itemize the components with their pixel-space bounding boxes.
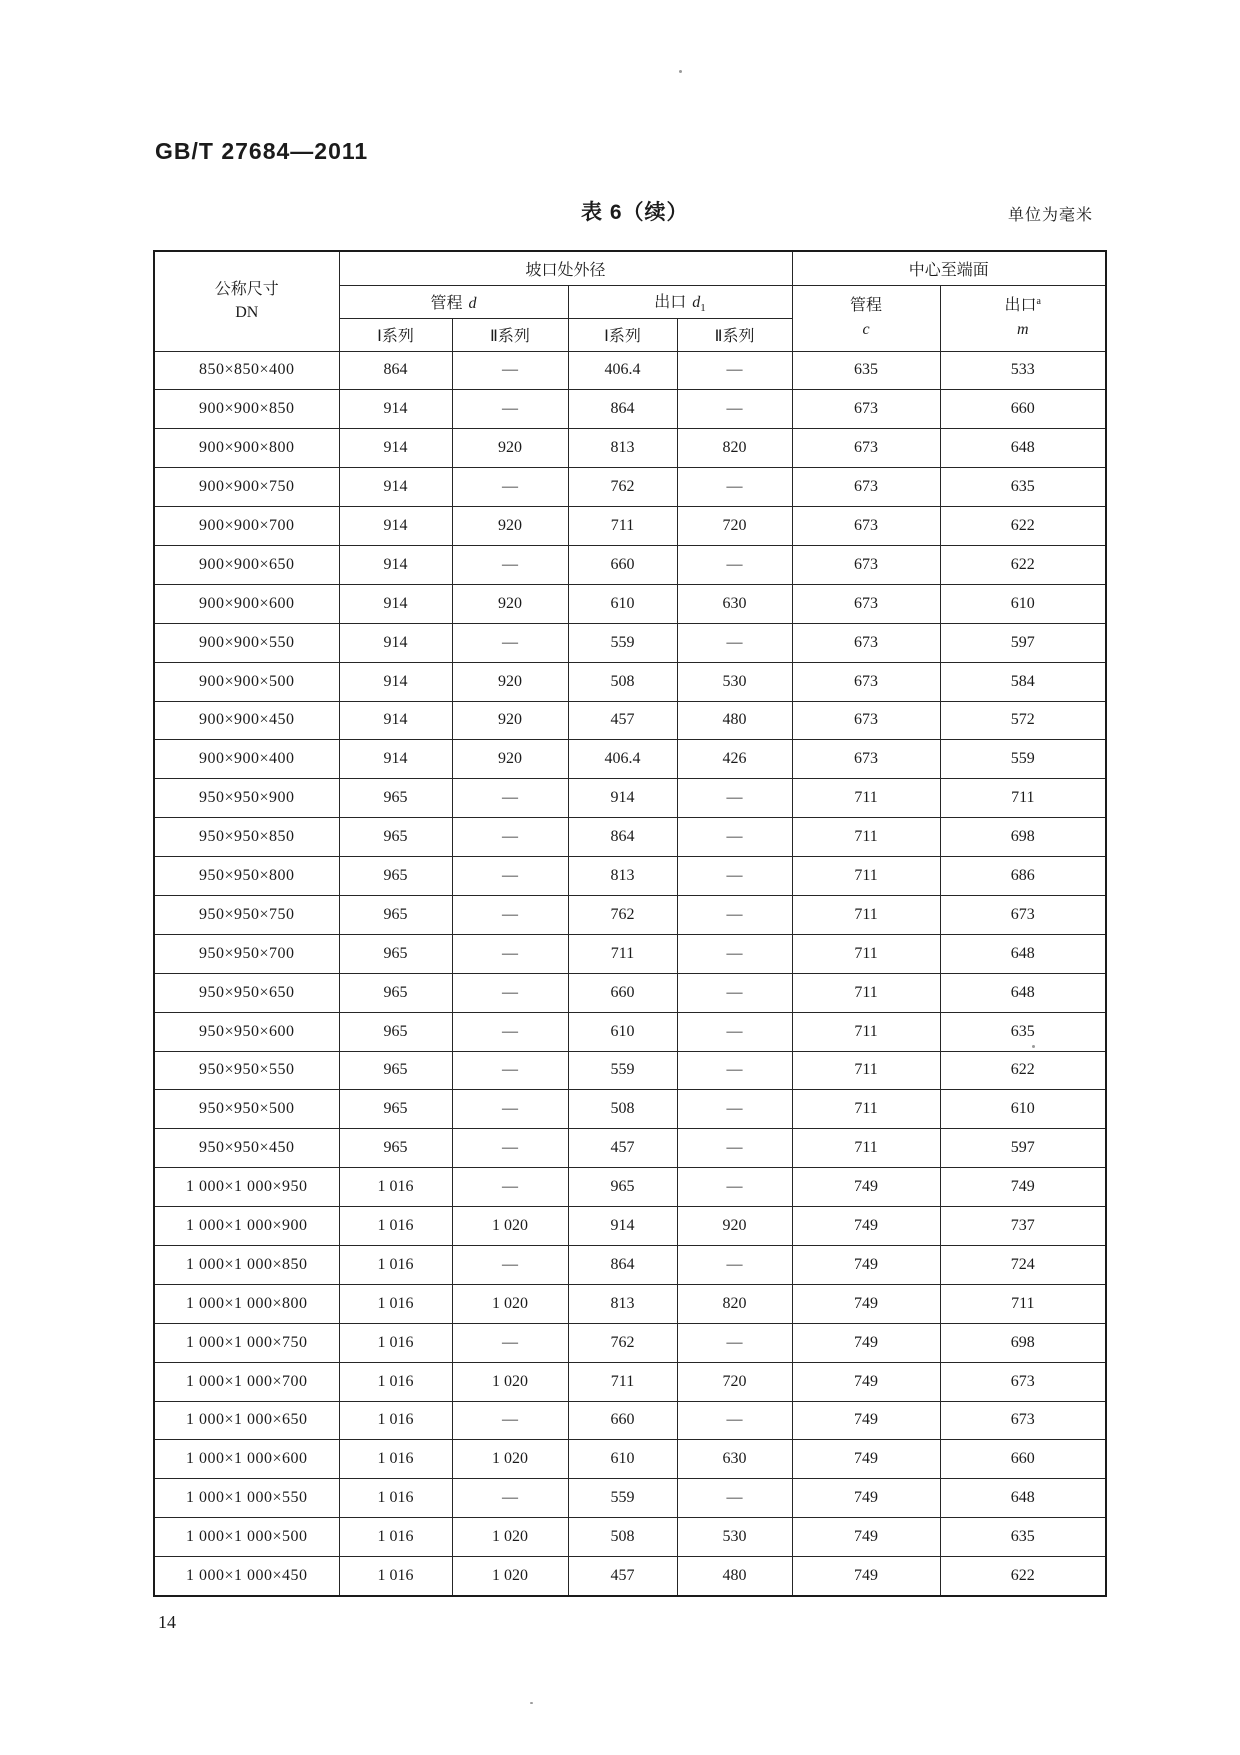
value-cell: 1 016 bbox=[339, 1479, 452, 1518]
value-cell: — bbox=[677, 1323, 792, 1362]
dn-cell: 900×900×700 bbox=[154, 507, 339, 546]
unit-note: 单位为毫米 bbox=[1008, 207, 1094, 224]
value-cell: — bbox=[677, 390, 792, 429]
value-cell: — bbox=[452, 1168, 568, 1207]
table-row bbox=[154, 1440, 1106, 1479]
value-cell: 711 bbox=[940, 1284, 1106, 1323]
value-cell: 1 016 bbox=[339, 1557, 452, 1596]
header-tube-series-2: Ⅱ系列 bbox=[452, 318, 568, 351]
value-cell: 749 bbox=[792, 1207, 940, 1246]
header-outlet-series-2: Ⅱ系列 bbox=[677, 318, 792, 351]
tube-d-label: 管程 bbox=[430, 295, 463, 312]
table-row bbox=[154, 468, 1106, 507]
dn-cell: 900×900×400 bbox=[154, 740, 339, 779]
value-cell: — bbox=[452, 1051, 568, 1090]
dn-cell: 900×900×550 bbox=[154, 623, 339, 662]
table-row bbox=[154, 895, 1106, 934]
value-cell: 673 bbox=[792, 584, 940, 623]
value-cell: 813 bbox=[568, 1284, 677, 1323]
value-cell: 1 016 bbox=[339, 1207, 452, 1246]
value-cell: — bbox=[677, 934, 792, 973]
value-cell: 965 bbox=[568, 1168, 677, 1207]
value-cell: 965 bbox=[339, 1012, 452, 1051]
value-cell: 559 bbox=[940, 740, 1106, 779]
header-center-tube bbox=[792, 285, 940, 351]
value-cell: 660 bbox=[940, 390, 1106, 429]
dn-cell: 950×950×700 bbox=[154, 934, 339, 973]
value-cell: 673 bbox=[940, 1362, 1106, 1401]
value-cell: — bbox=[452, 779, 568, 818]
value-cell: 749 bbox=[792, 1245, 940, 1284]
value-cell: 457 bbox=[568, 1129, 677, 1168]
value-cell: 610 bbox=[940, 1090, 1106, 1129]
dn-cell: 1 000×1 000×800 bbox=[154, 1284, 339, 1323]
value-cell: 711 bbox=[792, 1090, 940, 1129]
value-cell: 711 bbox=[940, 779, 1106, 818]
dn-cell: 1 000×1 000×750 bbox=[154, 1323, 339, 1362]
value-cell: — bbox=[452, 1401, 568, 1440]
value-cell: 749 bbox=[792, 1284, 940, 1323]
value-cell: 673 bbox=[792, 545, 940, 584]
table-row bbox=[154, 662, 1106, 701]
value-cell: 820 bbox=[677, 1284, 792, 1323]
table-row bbox=[154, 545, 1106, 584]
value-cell: 720 bbox=[677, 1362, 792, 1401]
dn-cell: 950×950×800 bbox=[154, 857, 339, 896]
value-cell: 762 bbox=[568, 1323, 677, 1362]
header-group-center-to-end: 中心至端面 bbox=[792, 251, 1106, 285]
value-cell: 406.4 bbox=[568, 740, 677, 779]
value-cell: 673 bbox=[792, 701, 940, 740]
value-cell: 711 bbox=[792, 779, 940, 818]
value-cell: 660 bbox=[568, 545, 677, 584]
value-cell: 914 bbox=[339, 623, 452, 662]
dn-cell: 950×950×450 bbox=[154, 1129, 339, 1168]
outlet-d1-subscript: 1 bbox=[700, 302, 706, 314]
value-cell: 749 bbox=[940, 1168, 1106, 1207]
value-cell: — bbox=[452, 818, 568, 857]
table-row bbox=[154, 1090, 1106, 1129]
value-cell: 698 bbox=[940, 818, 1106, 857]
value-cell: 660 bbox=[568, 1401, 677, 1440]
value-cell: 673 bbox=[792, 390, 940, 429]
value-cell: 720 bbox=[677, 507, 792, 546]
value-cell: 530 bbox=[677, 662, 792, 701]
header-tube-d bbox=[339, 285, 568, 318]
value-cell: — bbox=[677, 1245, 792, 1284]
value-cell: — bbox=[677, 1090, 792, 1129]
table-row bbox=[154, 1051, 1106, 1090]
value-cell: 965 bbox=[339, 1051, 452, 1090]
value-cell: 749 bbox=[792, 1168, 940, 1207]
value-cell: 965 bbox=[339, 779, 452, 818]
value-cell: — bbox=[452, 623, 568, 662]
value-cell: 711 bbox=[568, 507, 677, 546]
value-cell: 673 bbox=[792, 662, 940, 701]
header-outlet-series-1: Ⅰ系列 bbox=[568, 318, 677, 351]
value-cell: 965 bbox=[339, 818, 452, 857]
dn-cell: 950×950×500 bbox=[154, 1090, 339, 1129]
header-outlet-d1 bbox=[568, 285, 792, 318]
value-cell: 965 bbox=[339, 857, 452, 896]
dn-cell: 900×900×750 bbox=[154, 468, 339, 507]
header-center-outlet bbox=[940, 285, 1106, 351]
value-cell: 1 016 bbox=[339, 1284, 452, 1323]
value-cell: 749 bbox=[792, 1323, 940, 1362]
value-cell: 965 bbox=[339, 934, 452, 973]
value-cell: 864 bbox=[568, 818, 677, 857]
value-cell: 673 bbox=[792, 507, 940, 546]
dn-cell: 950×950×850 bbox=[154, 818, 339, 857]
table-title: 表 6（续） bbox=[581, 201, 689, 224]
value-cell: — bbox=[677, 1168, 792, 1207]
table-row bbox=[154, 351, 1106, 390]
table-row bbox=[154, 1401, 1106, 1440]
value-cell: — bbox=[677, 1479, 792, 1518]
value-cell: 1 020 bbox=[452, 1557, 568, 1596]
value-cell: — bbox=[677, 545, 792, 584]
table-row bbox=[154, 1012, 1106, 1051]
value-cell: — bbox=[677, 1401, 792, 1440]
value-cell: 597 bbox=[940, 623, 1106, 662]
value-cell: 813 bbox=[568, 429, 677, 468]
dn-cell: 1 000×1 000×850 bbox=[154, 1245, 339, 1284]
value-cell: — bbox=[452, 1012, 568, 1051]
value-cell: — bbox=[452, 390, 568, 429]
table-row bbox=[154, 1557, 1106, 1596]
value-cell: 1 020 bbox=[452, 1518, 568, 1557]
value-cell: 610 bbox=[568, 1012, 677, 1051]
value-cell: 914 bbox=[568, 779, 677, 818]
value-cell: 914 bbox=[339, 545, 452, 584]
header-nominal-size bbox=[154, 251, 339, 351]
value-cell: 1 020 bbox=[452, 1362, 568, 1401]
table-row bbox=[154, 1168, 1106, 1207]
value-cell: 914 bbox=[339, 507, 452, 546]
value-cell: 508 bbox=[568, 662, 677, 701]
value-cell: 457 bbox=[568, 1557, 677, 1596]
value-cell: — bbox=[452, 1323, 568, 1362]
value-cell: 749 bbox=[792, 1557, 940, 1596]
value-cell: 1 016 bbox=[339, 1168, 452, 1207]
table-body bbox=[154, 351, 1106, 1596]
value-cell: 622 bbox=[940, 1557, 1106, 1596]
value-cell: 610 bbox=[568, 584, 677, 623]
value-cell: 965 bbox=[339, 1129, 452, 1168]
center-outlet-footnote-mark: a bbox=[1036, 296, 1041, 307]
value-cell: 648 bbox=[940, 429, 1106, 468]
value-cell: 630 bbox=[677, 584, 792, 623]
value-cell: 914 bbox=[339, 701, 452, 740]
value-cell: 864 bbox=[568, 1245, 677, 1284]
table-row bbox=[154, 1245, 1106, 1284]
value-cell: 533 bbox=[940, 351, 1106, 390]
value-cell: 920 bbox=[677, 1207, 792, 1246]
dn-cell: 900×900×650 bbox=[154, 545, 339, 584]
value-cell: — bbox=[677, 468, 792, 507]
value-cell: 673 bbox=[792, 740, 940, 779]
value-cell: 660 bbox=[940, 1440, 1106, 1479]
value-cell: 820 bbox=[677, 429, 792, 468]
scan-speck bbox=[679, 70, 682, 73]
value-cell: 1 016 bbox=[339, 1440, 452, 1479]
value-cell: 406.4 bbox=[568, 351, 677, 390]
value-cell: 737 bbox=[940, 1207, 1106, 1246]
value-cell: 559 bbox=[568, 623, 677, 662]
value-cell: 426 bbox=[677, 740, 792, 779]
outlet-d1-symbol: d bbox=[692, 294, 701, 311]
page-number: 14 bbox=[158, 1612, 176, 1632]
center-tube-symbol: c bbox=[862, 321, 870, 338]
value-cell: — bbox=[452, 468, 568, 507]
table-row bbox=[154, 740, 1106, 779]
header-row-groups bbox=[154, 251, 1106, 285]
value-cell: 648 bbox=[940, 1479, 1106, 1518]
value-cell: 673 bbox=[792, 468, 940, 507]
value-cell: 914 bbox=[339, 740, 452, 779]
table-row bbox=[154, 818, 1106, 857]
dn-cell: 950×950×900 bbox=[154, 779, 339, 818]
value-cell: 1 016 bbox=[339, 1401, 452, 1440]
value-cell: 711 bbox=[792, 1012, 940, 1051]
value-cell: — bbox=[677, 1129, 792, 1168]
value-cell: 711 bbox=[792, 818, 940, 857]
value-cell: 914 bbox=[339, 468, 452, 507]
value-cell: 749 bbox=[792, 1362, 940, 1401]
value-cell: — bbox=[452, 1090, 568, 1129]
dn-cell: 1 000×1 000×500 bbox=[154, 1518, 339, 1557]
value-cell: 965 bbox=[339, 973, 452, 1012]
dn-cell: 950×950×750 bbox=[154, 895, 339, 934]
table-row bbox=[154, 973, 1106, 1012]
value-cell: 648 bbox=[940, 973, 1106, 1012]
value-cell: 813 bbox=[568, 857, 677, 896]
value-cell: — bbox=[677, 779, 792, 818]
value-cell: 673 bbox=[940, 895, 1106, 934]
dn-cell: 950×950×550 bbox=[154, 1051, 339, 1090]
value-cell: 530 bbox=[677, 1518, 792, 1557]
value-cell: 635 bbox=[940, 468, 1106, 507]
center-outlet-symbol: m bbox=[1016, 321, 1029, 338]
value-cell: 711 bbox=[568, 934, 677, 973]
dn-cell: 950×950×600 bbox=[154, 1012, 339, 1051]
dn-cell: 900×900×800 bbox=[154, 429, 339, 468]
table-row bbox=[154, 779, 1106, 818]
value-cell: — bbox=[452, 1129, 568, 1168]
dn-cell: 1 000×1 000×550 bbox=[154, 1479, 339, 1518]
header-group-bevel-od: 坡口处外径 bbox=[339, 251, 792, 285]
value-cell: — bbox=[452, 934, 568, 973]
value-cell: 711 bbox=[792, 934, 940, 973]
dn-cell: 950×950×650 bbox=[154, 973, 339, 1012]
value-cell: — bbox=[677, 1051, 792, 1090]
value-cell: — bbox=[677, 1012, 792, 1051]
value-cell: 965 bbox=[339, 895, 452, 934]
value-cell: — bbox=[677, 973, 792, 1012]
dn-cell: 1 000×1 000×650 bbox=[154, 1401, 339, 1440]
value-cell: 508 bbox=[568, 1518, 677, 1557]
table-row bbox=[154, 1323, 1106, 1362]
value-cell: 762 bbox=[568, 468, 677, 507]
value-cell: 597 bbox=[940, 1129, 1106, 1168]
value-cell: 749 bbox=[792, 1401, 940, 1440]
dn-cell: 900×900×600 bbox=[154, 584, 339, 623]
value-cell: 1 016 bbox=[339, 1245, 452, 1284]
value-cell: — bbox=[677, 818, 792, 857]
table-row bbox=[154, 934, 1106, 973]
table-row bbox=[154, 1129, 1106, 1168]
value-cell: — bbox=[452, 351, 568, 390]
table-row bbox=[154, 1518, 1106, 1557]
value-cell: 914 bbox=[339, 584, 452, 623]
dn-cell: 1 000×1 000×600 bbox=[154, 1440, 339, 1479]
value-cell: — bbox=[677, 857, 792, 896]
value-cell: 673 bbox=[792, 623, 940, 662]
value-cell: — bbox=[677, 623, 792, 662]
value-cell: 914 bbox=[339, 390, 452, 429]
value-cell: 622 bbox=[940, 545, 1106, 584]
value-cell: 1 020 bbox=[452, 1440, 568, 1479]
table-row bbox=[154, 623, 1106, 662]
value-cell: 1 016 bbox=[339, 1323, 452, 1362]
value-cell: 457 bbox=[568, 701, 677, 740]
dn-cell: 900×900×450 bbox=[154, 701, 339, 740]
value-cell: 1 020 bbox=[452, 1284, 568, 1323]
value-cell: — bbox=[677, 895, 792, 934]
value-cell: 711 bbox=[792, 973, 940, 1012]
header-tube-series-1: Ⅰ系列 bbox=[339, 318, 452, 351]
dn-cell: 1 000×1 000×700 bbox=[154, 1362, 339, 1401]
value-cell: 724 bbox=[940, 1245, 1106, 1284]
value-cell: 920 bbox=[452, 429, 568, 468]
value-cell: 749 bbox=[792, 1479, 940, 1518]
value-cell: 673 bbox=[940, 1401, 1106, 1440]
value-cell: 610 bbox=[940, 584, 1106, 623]
value-cell: 559 bbox=[568, 1051, 677, 1090]
nominal-size-label: 公称尺寸 bbox=[214, 281, 279, 299]
dimension-table bbox=[153, 250, 1107, 1597]
value-cell: 711 bbox=[792, 895, 940, 934]
value-cell: 635 bbox=[792, 351, 940, 390]
value-cell: 480 bbox=[677, 701, 792, 740]
standard-number: GB/T 27684—2011 bbox=[155, 138, 369, 164]
dn-cell: 900×900×850 bbox=[154, 390, 339, 429]
value-cell: 914 bbox=[339, 429, 452, 468]
value-cell: 480 bbox=[677, 1557, 792, 1596]
table-row bbox=[154, 857, 1106, 896]
value-cell: 864 bbox=[339, 351, 452, 390]
value-cell: 622 bbox=[940, 1051, 1106, 1090]
value-cell: 610 bbox=[568, 1440, 677, 1479]
value-cell: 965 bbox=[339, 1090, 452, 1129]
table-row bbox=[154, 701, 1106, 740]
center-tube-label: 管程 bbox=[850, 297, 883, 314]
table-row bbox=[154, 1362, 1106, 1401]
outlet-d1-label: 出口 bbox=[654, 294, 687, 311]
value-cell: 686 bbox=[940, 857, 1106, 896]
value-cell: 914 bbox=[568, 1207, 677, 1246]
value-cell: 920 bbox=[452, 507, 568, 546]
value-cell: 584 bbox=[940, 662, 1106, 701]
value-cell: 1 016 bbox=[339, 1362, 452, 1401]
value-cell: 559 bbox=[568, 1479, 677, 1518]
value-cell: — bbox=[452, 1245, 568, 1284]
table-row bbox=[154, 1284, 1106, 1323]
center-outlet-label: 出口 bbox=[1004, 297, 1037, 314]
scan-speck bbox=[1032, 1045, 1035, 1048]
value-cell: 920 bbox=[452, 740, 568, 779]
value-cell: — bbox=[452, 895, 568, 934]
value-cell: 508 bbox=[568, 1090, 677, 1129]
nominal-size-symbol: DN bbox=[235, 304, 259, 322]
table-row bbox=[154, 429, 1106, 468]
value-cell: 920 bbox=[452, 701, 568, 740]
value-cell: 711 bbox=[792, 1051, 940, 1090]
value-cell: 711 bbox=[568, 1362, 677, 1401]
value-cell: 635 bbox=[940, 1518, 1106, 1557]
value-cell: 914 bbox=[339, 662, 452, 701]
value-cell: 1 020 bbox=[452, 1207, 568, 1246]
value-cell: 630 bbox=[677, 1440, 792, 1479]
value-cell: 622 bbox=[940, 507, 1106, 546]
value-cell: 864 bbox=[568, 390, 677, 429]
value-cell: 749 bbox=[792, 1440, 940, 1479]
value-cell: 762 bbox=[568, 895, 677, 934]
value-cell: 660 bbox=[568, 973, 677, 1012]
value-cell: — bbox=[452, 545, 568, 584]
value-cell: 673 bbox=[792, 429, 940, 468]
value-cell: 711 bbox=[792, 857, 940, 896]
value-cell: 920 bbox=[452, 584, 568, 623]
table-row bbox=[154, 1207, 1106, 1246]
value-cell: 920 bbox=[452, 662, 568, 701]
value-cell: 572 bbox=[940, 701, 1106, 740]
value-cell: — bbox=[452, 973, 568, 1012]
value-cell: 698 bbox=[940, 1323, 1106, 1362]
table-row bbox=[154, 507, 1106, 546]
value-cell: 711 bbox=[792, 1129, 940, 1168]
value-cell: 1 016 bbox=[339, 1518, 452, 1557]
table-row bbox=[154, 1479, 1106, 1518]
dn-cell: 1 000×1 000×450 bbox=[154, 1557, 339, 1596]
table-row bbox=[154, 584, 1106, 623]
value-cell: — bbox=[452, 1479, 568, 1518]
value-cell: — bbox=[452, 857, 568, 896]
dn-cell: 1 000×1 000×950 bbox=[154, 1168, 339, 1207]
value-cell: 749 bbox=[792, 1518, 940, 1557]
dn-cell: 900×900×500 bbox=[154, 662, 339, 701]
dn-cell: 850×850×400 bbox=[154, 351, 339, 390]
value-cell: 635 bbox=[940, 1012, 1106, 1051]
table-row bbox=[154, 390, 1106, 429]
value-cell: — bbox=[677, 351, 792, 390]
tube-d-symbol: d bbox=[468, 295, 477, 312]
dn-cell: 1 000×1 000×900 bbox=[154, 1207, 339, 1246]
value-cell: 648 bbox=[940, 934, 1106, 973]
scan-speck bbox=[530, 1702, 533, 1704]
